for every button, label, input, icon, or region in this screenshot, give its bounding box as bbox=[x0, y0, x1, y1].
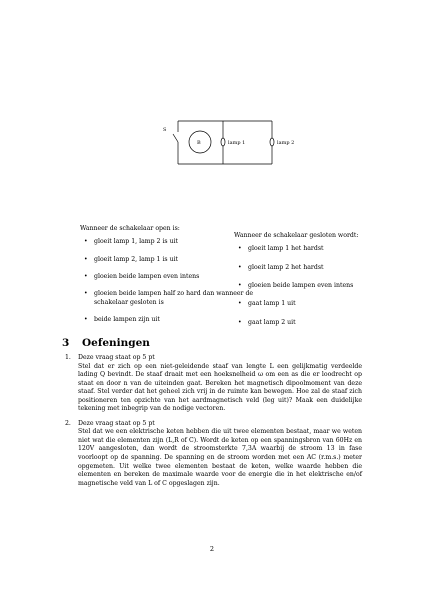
lamp2-icon bbox=[270, 138, 274, 146]
exercise-item bbox=[62, 420, 362, 488]
lamp1-icon bbox=[221, 138, 225, 146]
bullet-icon: • bbox=[84, 290, 88, 298]
page-number: 2 bbox=[209, 545, 215, 553]
exercise-item bbox=[62, 354, 362, 414]
exercise-points: Deze vraag staat op 5 pt bbox=[78, 354, 155, 361]
open-question-heading: Wanneer de schakelaar open is: bbox=[80, 225, 180, 232]
open-option: • beide lampen zijn uit bbox=[84, 316, 160, 324]
closed-option: • gaat lamp 2 uit bbox=[238, 318, 296, 326]
lamp2-label: lamp 2 bbox=[277, 140, 295, 146]
open-option: • gloeien beide lampen half zo hard dan wanneer de schakelaar gesloten is bbox=[84, 290, 254, 306]
bullet-icon: • bbox=[238, 300, 242, 308]
section-heading bbox=[62, 337, 150, 349]
bullet-icon: • bbox=[238, 245, 242, 253]
switch-label: S bbox=[163, 127, 167, 133]
closed-option: • gloeien beide lampen even intens bbox=[238, 282, 354, 290]
bullet-icon: • bbox=[84, 316, 88, 324]
closed-question-heading: Wanneer de schakelaar gesloten wordt: bbox=[234, 232, 359, 239]
exercise-number: 2. bbox=[65, 419, 71, 427]
circuit-diagram bbox=[160, 118, 295, 168]
exercise-points: Deze vraag staat op 5 pt bbox=[78, 419, 155, 427]
bullet-icon: • bbox=[238, 263, 242, 271]
closed-option: • gloeit lamp 2 het hardst bbox=[238, 263, 324, 271]
bullet-icon: • bbox=[84, 255, 88, 263]
open-option: • gloeien beide lampen even intens bbox=[84, 273, 200, 281]
open-option: • gloeit lamp 1, lamp 2 is uit bbox=[84, 238, 179, 246]
closed-option: • gaat lamp 1 uit bbox=[238, 300, 296, 308]
bullet-icon: • bbox=[84, 273, 88, 281]
open-option: • gloeit lamp 2, lamp 1 is uit bbox=[84, 255, 179, 263]
bullet-icon: • bbox=[238, 282, 242, 290]
lamp1-label: lamp 1 bbox=[228, 140, 246, 146]
closed-option: • gloeit lamp 1 het hardst bbox=[238, 245, 324, 253]
closed-options-list bbox=[234, 245, 384, 327]
switch-blade bbox=[173, 134, 178, 142]
exercise-text: Stel dat we een elektrische keten hebben die uit twee elementen bestaat, maar we weten niet wat die elementen zijn (L,R of C). Wordt de keten op een spanningsbron van 60Hz en 120V aangesloten, dan wordt de stroomsterkte 7,3A waarbij de stroom 13 in fase voorloopt op de spanning. De spanning en de stroom worden met een AC (r.m.s.) meter opgemeten. Uit welke twee elementen bestaat de keten, welke waarde hebben die elementen en bereken de maximale waarde voor de energie die in het elektrische en/of magnetische veld van L of C opgeslagen zijn. bbox=[78, 428, 362, 487]
closed-question bbox=[234, 232, 384, 337]
section-title: Oefeningen bbox=[82, 337, 150, 349]
bullet-icon: • bbox=[238, 318, 242, 326]
exercise-list bbox=[62, 354, 362, 494]
battery-label: B bbox=[197, 140, 201, 146]
bullet-icon: • bbox=[84, 238, 88, 246]
exercise-number: 1. bbox=[65, 354, 71, 361]
exercise-text: Stel dat er zich op een niet-geleidende staaf van lengte L een gelijkmatig verdeelde lading Q bevindt. De staaf draait met een hoeksnelheid ω om een as die er loodrecht op staat en door n van de uiteinden gaat. Bereken het magnetisch dipoolmoment van deze staaf. Stel verder dat het geheel zich vrij in de ruimte kan bewegen. Hoe zal de staaf zich positioneren ten opzichte van het aardmagnetisch veld (leg uit)? Maak een duidelijke tekening met inbegrip van de nodige vectoren. bbox=[78, 362, 362, 413]
section-number: 3 bbox=[62, 337, 70, 349]
